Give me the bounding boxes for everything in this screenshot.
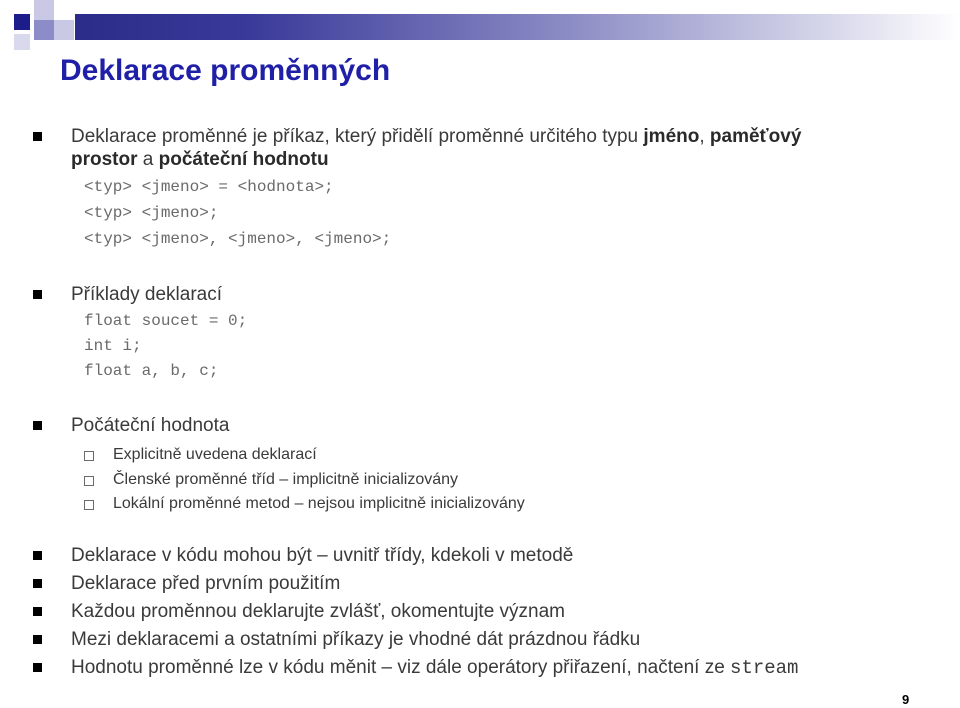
bullet-square-icon — [33, 132, 42, 141]
bullet-square-icon — [33, 551, 42, 560]
section1-and: a — [137, 149, 159, 170]
section1-line2 — [71, 149, 329, 171]
section3-heading: Počáteční hodnota — [71, 415, 230, 436]
section3-item: Explicitně uvedena deklarací — [113, 446, 317, 463]
section4-item: Deklarace v kódu mohou být – uvnitř třídy, kdekoli v metodě — [71, 545, 574, 566]
bullet-square-icon — [33, 290, 42, 299]
code-line: int i; — [84, 337, 142, 355]
section4-last-text: Hodnotu proměnné lze v kódu měnit – viz dále operátory přiřazení, načtení ze — [71, 657, 731, 678]
bullet-square-icon — [33, 421, 42, 430]
section1-bold-memory: paměťový — [709, 126, 802, 147]
code-line: <typ> <jmeno>; — [84, 204, 219, 222]
bullet-square-icon — [33, 663, 42, 672]
deco-square-light — [34, 0, 54, 20]
section1-line1 — [71, 126, 801, 148]
code-line: <typ> <jmeno>, <jmeno>, <jmeno>; — [84, 230, 392, 248]
section3-item: Členské proměnné tříd – implicitně inicializovány — [113, 471, 459, 488]
deco-square-mid — [34, 20, 54, 40]
section4-last-code: stream — [730, 657, 799, 679]
code-line: float soucet = 0; — [84, 312, 248, 330]
section1-bold-space: prostor — [71, 149, 138, 170]
deco-square-light — [54, 20, 74, 40]
section1-bold-name: jméno — [643, 126, 700, 147]
deco-square-dark — [14, 14, 30, 30]
sub-bullet-box-icon — [84, 476, 94, 486]
bullet-square-icon — [33, 607, 42, 616]
header-gradient-bar — [75, 14, 960, 40]
section2-heading: Příklady deklarací — [71, 284, 223, 305]
section4-last-item — [71, 657, 798, 679]
section3-item: Lokální proměnné metod – nejsou implicitně inicializovány — [113, 495, 525, 512]
page-number: 9 — [902, 692, 910, 707]
section4-item: Deklarace před prvním použitím — [71, 573, 341, 594]
code-line: float a, b, c; — [84, 362, 219, 380]
section1-text: Deklarace proměnné je příkaz, který přidělí proměnné určitého typu — [71, 126, 644, 147]
bullet-square-icon — [33, 635, 42, 644]
section4-item: Mezi deklaracemi a ostatními příkazy je vhodné dát prázdnou řádku — [71, 629, 641, 650]
section4-item: Každou proměnnou deklarujte zvlášť, okomentujte význam — [71, 601, 565, 622]
section1-sep: , — [699, 126, 710, 147]
section1-bold-initial: počáteční hodnotu — [158, 149, 329, 170]
deco-square-light — [14, 34, 30, 50]
sub-bullet-box-icon — [84, 500, 94, 510]
code-line: <typ> <jmeno> = <hodnota>; — [84, 178, 334, 196]
sub-bullet-box-icon — [84, 451, 94, 461]
bullet-square-icon — [33, 579, 42, 588]
slide-title: Deklarace proměnných — [60, 54, 391, 87]
